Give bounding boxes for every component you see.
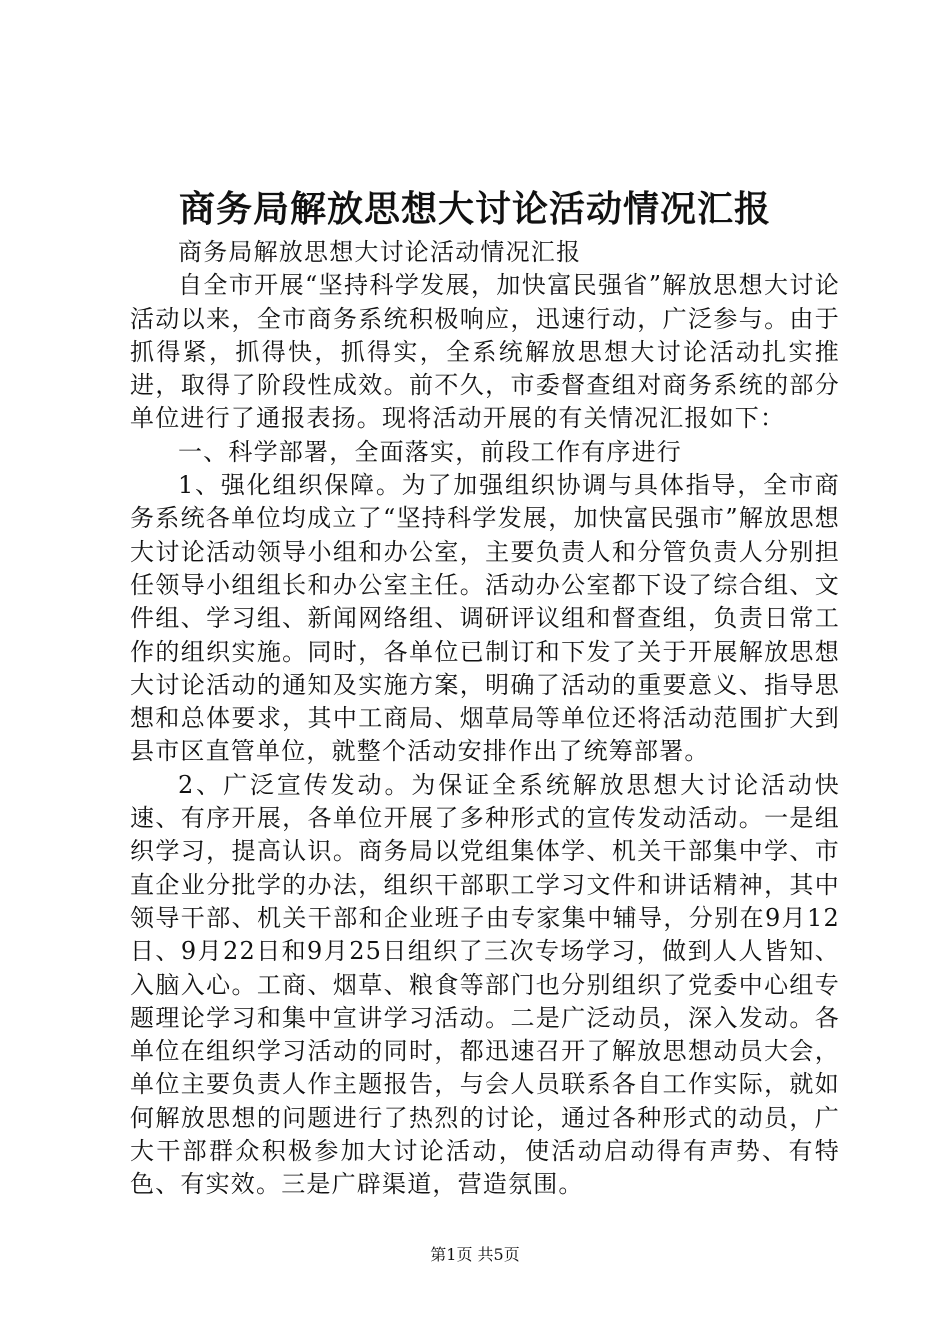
- page-footer: 第1页 共5页: [430, 1245, 520, 1264]
- section-heading-1: 一、科学部署，全面落实，前段工作有序进行: [178, 437, 682, 466]
- document-title: 商务局解放思想大讨论活动情况汇报: [178, 188, 771, 230]
- paragraph-organization: 1、强化组织保障。为了加强组织协调与具体指导，全市商务系统各单位均成立了“坚持科学发展，加快富民强市”解放思想大讨论活动领导小组和办公室，主要负责人和分管负责人分别担任领导小组组长和办公室主任。活动办公室都下设了综合组、文件组、学习组、新闻网络组、调研评议组和督查组，负责日常工作的组织实施。同时，各单位已制订和下发了关于开展解放思想大讨论活动的通知及实施方案，明确了活动的重要意义、指导思想和总体要求，其中工商局、烟草局等单位还将活动范围扩大到县市区直管单位，就整个活动安排作出了统筹部署。: [130, 471, 840, 766]
- paragraph-intro: 自全市开展“坚持科学发展，加快富民强省”解放思想大讨论活动以来，全市商务系统积极响应，迅速行动，广泛参与。由于抓得紧，抓得快，抓得实，全系统解放思想大讨论活动扎实推进，取得了阶段性成效。前不久，市委督查组对商务系统的部分单位进行了通报表扬。现将活动开展的有关情况汇报如下：: [130, 271, 840, 433]
- document-body: [130, 236, 840, 1202]
- paragraph-publicity: 2、广泛宣传发动。为保证全系统解放思想大讨论活动快速、有序开展，各单位开展了多种形式的宣传发动活动。一是组织学习，提高认识。商务局以党组集体学、机关干部集中学、市直企业分批学的办法，组织干部职工学习文件和讲话精神，其中领导干部、机关干部和企业班子由专家集中辅导，分别在9月12日、9月22日和9月25日组织了三次专场学习，做到人人皆知、入脑入心。工商、烟草、粮食等部门也分别组织了党委中心组专题理论学习和集中宣讲学习活动。二是广泛动员，深入发动。各单位在组织学习活动的同时，都迅速召开了解放思想动员大会，单位主要负责人作主题报告，与会人员联系各自工作实际，就如何解放思想的问题进行了热烈的讨论，通过各种形式的动员，广大干部群众积极参加大讨论活动，使活动启动得有声势、有特色、有实效。三是广辟渠道，营造氛围。: [130, 770, 840, 1199]
- paragraph-subtitle: 商务局解放思想大讨论活动情况汇报: [178, 238, 582, 266]
